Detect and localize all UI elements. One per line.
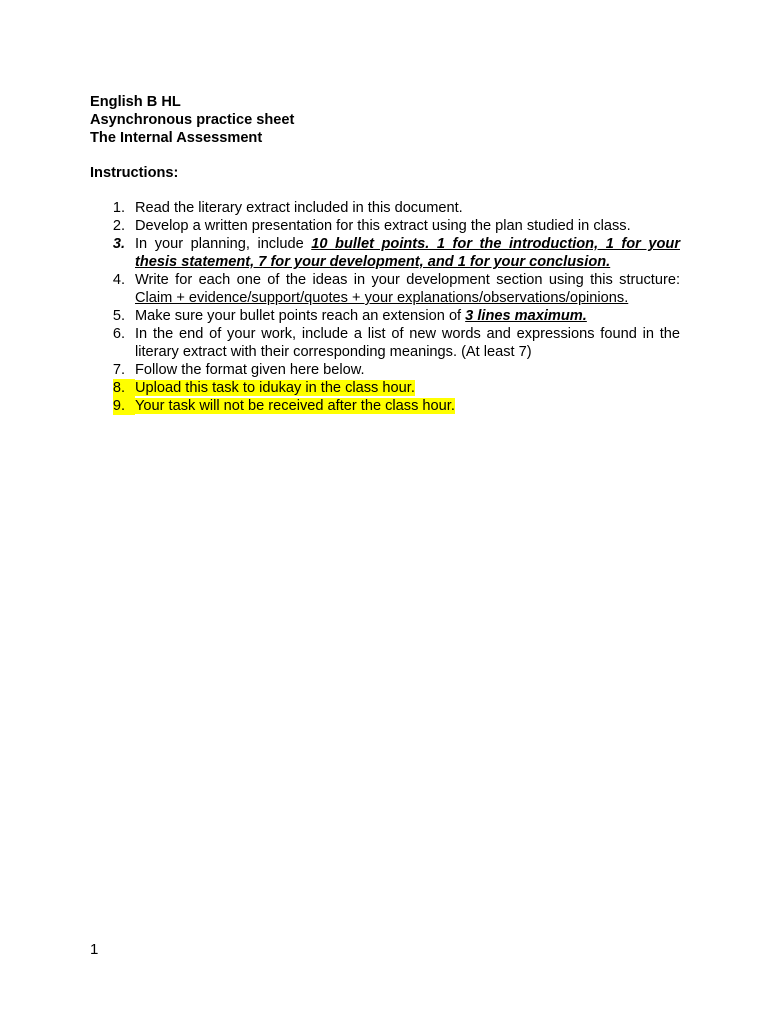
instructions-list <box>90 199 680 415</box>
item-number: 9. <box>113 397 135 415</box>
item-number: 7. <box>112 362 125 378</box>
emphasized-text: 10 bullet points. 1 for the introduction, 1 for your thesis statement, 7 for your development, and 1 for your conclusion. <box>135 236 680 270</box>
item-number: 2. <box>112 218 125 234</box>
item-text-lead: Make sure your bullet points reach an extension of <box>135 308 466 324</box>
course-title: English B HL <box>90 94 181 110</box>
item-text-lead: In your planning, include <box>135 236 312 252</box>
item-text: Read the literary extract included in this document. <box>135 200 463 216</box>
item-text: In the end of your work, include a list of new words and expressions found in the literary extract with their corresponding meanings. (At least 7) <box>135 326 680 360</box>
list-item <box>90 361 680 379</box>
document-header <box>90 93 294 147</box>
item-number: 3. <box>112 236 125 252</box>
assessment-title: The Internal Assessment <box>90 130 263 146</box>
instructions-heading: Instructions: <box>90 165 179 181</box>
emphasized-text: 3 lines maximum. <box>465 308 587 324</box>
underlined-text: Claim + evidence/support/quotes + your explanations/observations/opinions. <box>135 290 629 306</box>
item-text: Your task will not be received after the class hour. <box>135 398 455 414</box>
item-text <box>135 271 680 307</box>
list-item <box>90 325 680 361</box>
item-number: 8. <box>113 379 135 397</box>
list-item <box>90 217 680 235</box>
list-item <box>90 271 680 307</box>
list-item <box>90 199 680 217</box>
sheet-title: Asynchronous practice sheet <box>90 112 295 128</box>
list-item-highlighted <box>90 397 680 415</box>
item-text <box>135 235 680 271</box>
item-number: 1. <box>112 200 125 216</box>
item-text: Follow the format given here below. <box>135 362 365 378</box>
item-text: Upload this task to idukay in the class hour. <box>135 380 415 396</box>
page-number: 1 <box>90 941 99 958</box>
item-number: 6. <box>112 326 125 342</box>
list-item <box>90 235 680 271</box>
item-number: 4. <box>112 272 125 288</box>
item-text: Develop a written presentation for this extract using the plan studied in class. <box>135 218 631 234</box>
list-item <box>90 307 680 325</box>
item-text <box>135 307 680 325</box>
list-item-highlighted <box>90 379 680 397</box>
item-text-lead: Write for each one of the ideas in your development section using this structure: <box>135 272 680 288</box>
item-number: 5. <box>112 308 125 324</box>
